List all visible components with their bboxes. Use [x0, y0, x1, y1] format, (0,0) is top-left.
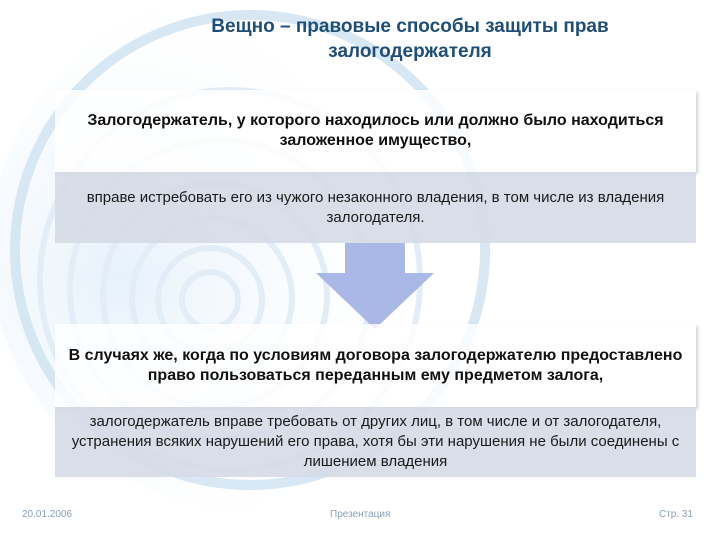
- footer-page-number: Стр. 31: [659, 509, 694, 520]
- block1-body-text: вправе истребовать его из чужого незаконного владения, в том числе из владения залогодателя.: [86, 188, 665, 226]
- footer-date: 20.01.2006: [22, 509, 73, 520]
- block1-heading: [55, 90, 696, 172]
- block2-heading: [55, 324, 696, 407]
- block2-body: [55, 407, 696, 477]
- down-arrow-icon: [316, 243, 434, 329]
- slide-title: Вещно – правовые способы защиты прав залогодержателя: [211, 16, 609, 62]
- block1-body: [55, 172, 696, 243]
- block1-heading-text: Залогодержатель, у которого находилось или должно было находиться заложенное имущество,: [87, 112, 664, 149]
- footer-center: Презентация: [330, 509, 391, 520]
- block2-body-text: залогодержатель вправе требовать от других лиц, в том числе и от залогодателя, устранения всяких нарушений его права, хотя бы эти нарушения не были соединены с лишением владения: [71, 413, 680, 470]
- block2-heading-text: В случаях же, когда по условиям договора залогодержателю предоставлено право пользоваться переданным ему предметом залога,: [68, 346, 683, 384]
